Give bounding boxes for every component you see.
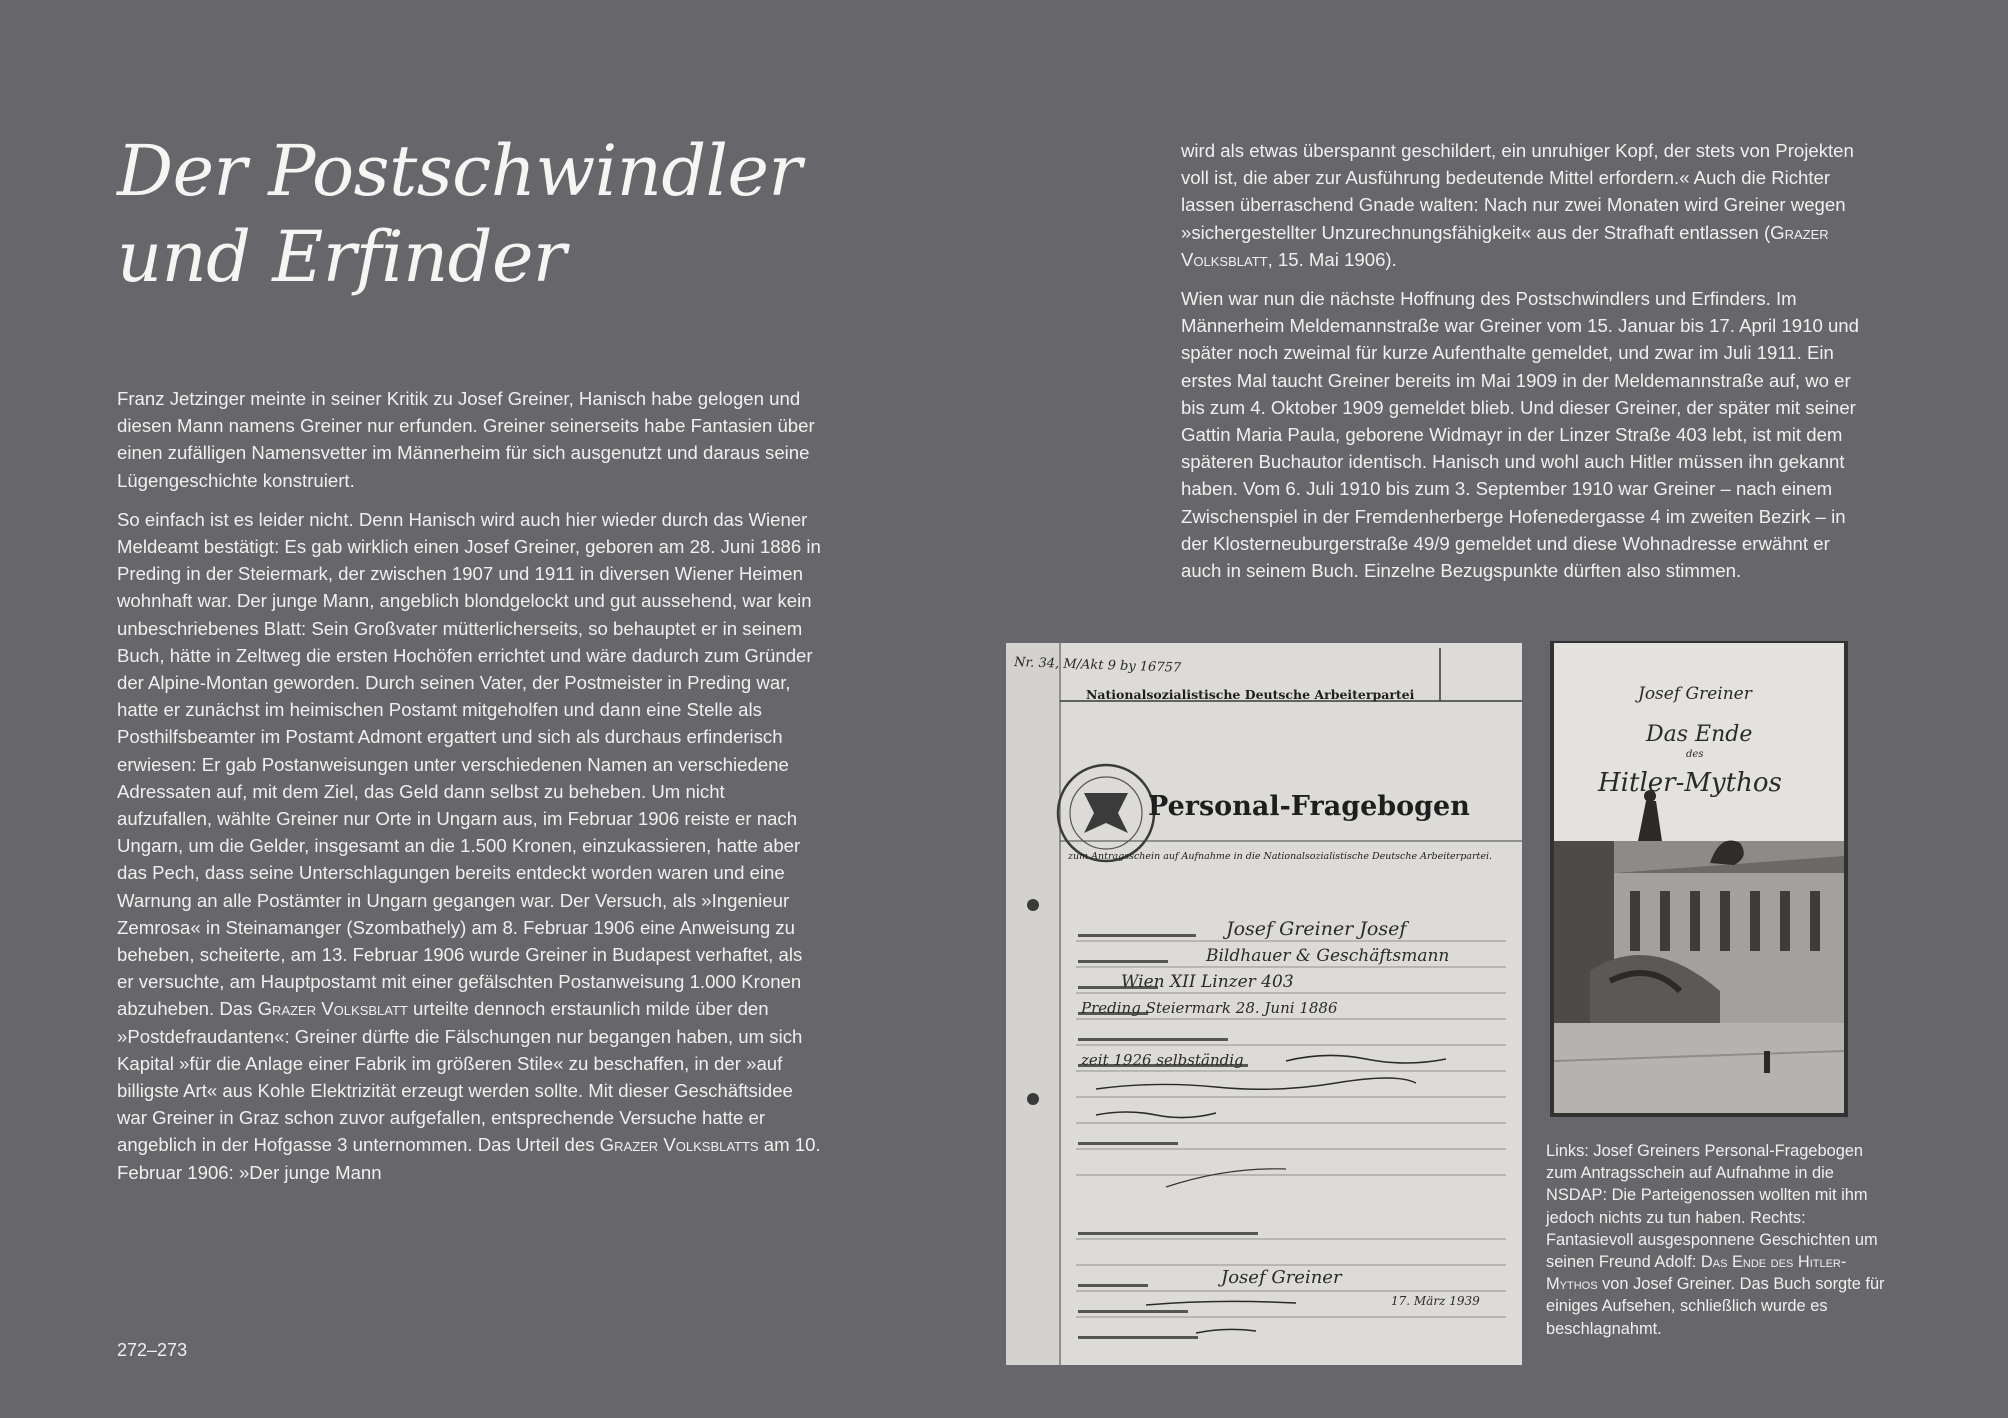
form-heading: Personal-Fragebogen bbox=[1148, 791, 1470, 822]
form-date-value: 17. März 1939 bbox=[1391, 1294, 1480, 1308]
book-title-line-2: des bbox=[1686, 749, 1704, 760]
text-run: urteilte dennoch erstaunlich milde über den »Postdefraudanten«: Greiner dürfte die Fälschungen nur begangen haben, um sich Kapital »für die Anlage einer Fabrik im größeren Stile« zu beschaffen, in der »auf billigste Art« aus Kohle Elektrizität erzeugt werden sollte. Mit dieser Geschäftsidee war Greiner in Graz schon zuvor aufgefallen, entsprechende Versuche hatte er angeblich in der Hofgasse 3 unternommen. Das Urteil des bbox=[117, 998, 803, 1156]
paragraph bbox=[1181, 137, 1871, 273]
text-run: So einfach ist es leider nicht. Denn Hanisch wird auch hier wieder durch das Wiener Meldeamt bestätigt: Es gab wirklich einen Josef Greiner, geboren am 28. Juni 1886 in Preding in der Steiermark, der zwischen 1907 und 1911 in diversen Wiener Heimen wohnhaft war. Der junge Mann, angeblich blondgelockt und gut aussehend, war kein unbeschriebenes Blatt: Sein Großvater mütterlicherseits, so behauptet er in seinem Buch, hätte in Zeltweg die ersten Hochöfen errichtet und wäre dadurch zum Gründer der Alpine-Montan geworden. Durch seinen Vater, der Postmeister in Preding war, hatte er zunächst im heimischen Postamt mitgeholfen und dann eine Stelle als Posthilfsbeamter im Postamt Admont ergattert und sich als durchaus erfinderisch erwiesen: Er gab Postanweisungen unter verschiedenen Namen an verschiedene Adressaten auf, mit dem Ziel, das Geld dann selbst zu beheben. Um nicht aufzufallen, wählte Greiner nur Orte in Ungarn aus, im Februar 1906 reiste er nach Ungarn, um die Gelder, insgesamt an die 1.500 Kronen, einzukassieren, hatte aber das Pech, dass seine Unterschlagungen bereits entdeckt worden waren und eine Warnung an alle Postämter in Ungarn gegangen war. Der Versuch, als »Ingenieur Zemrosa« in Steinamanger (Szombathely) am 8. Februar 1906 eine Anweisung zu beheben, scheiterte, am 13. Februar 1906 wurde Greiner in Budapest verhaftet, als er versuchte, am Hauptpostamt mit einer gefälschten Postanweisung 1.000 Kronen abzuheben. Das bbox=[117, 508, 821, 1020]
left-text-column bbox=[117, 385, 822, 1198]
book-title-line-3: Hitler-Mythos bbox=[1598, 768, 1782, 798]
form-signature: Josef Greiner bbox=[1221, 1267, 1342, 1288]
personal-questionnaire-image bbox=[1006, 643, 1522, 1365]
page-number: 272–273 bbox=[117, 1340, 188, 1360]
book-title-line-1: Das Ende bbox=[1646, 722, 1753, 747]
form-subheading: zum Antragsschein auf Aufnahme in die Nationalsozialistische Deutsche Arbeiterpartei. bbox=[1068, 851, 1493, 862]
newspaper-name: Grazer Volksblatt bbox=[1181, 221, 1829, 270]
right-text-column bbox=[1181, 137, 1871, 596]
book-cover-image bbox=[1550, 641, 1848, 1117]
form-remarks-value: zeit 1926 selbständig bbox=[1081, 1051, 1244, 1069]
paragraph: Wien war nun die nächste Hoffnung des Postschwindlers und Erfinders. Im Männerheim Meldemannstraße war Greiner vom 15. Januar bis 17. April 1910 und später noch zweimal für kurze Aufenthalte gemeldet, und zwar im Juli 1911. Ein erstes Mal taucht Greiner bereits im Mai 1909 in der Meldemannstraße auf, wo er bis zum 4. Oktober 1909 gemeldet blieb. Und dieser Greiner, der später mit seiner Gattin Maria Paula, geborene Widmayr in der Linzer Straße 403 lebt, ist mit dem späteren Buchautor identisch. Hanisch und wohl auch Hitler müssen ihn gekannt haben. Vom 6. Juli 1910 bis zum 3. September 1910 war Greiner – nach einem Zwischenspiel in der Fremdenherberge Hofenedergasse 4 im zweiten Bezirk – in der Klosterneuburgerstraße 49/9 gemeldet und diese Wohnadresse erwähnt er auch in seinem Buch. Einzelne Bezugspunkte dürften also stimmen. bbox=[1181, 288, 1859, 582]
text-run: Links: Josef Greiners Personal-Fragebogen zum Antragsschein auf Aufnahme in die NSDAP: Die Parteigenossen wollten mit ihm jedoch nichts zu tun haben. Rechts: Fantasievoll ausgesponnene Geschichten um seinen Freund Adolf: bbox=[1546, 1142, 1878, 1272]
book-title-reference: Das Ende des Hitler-Mythos bbox=[1546, 1253, 1847, 1294]
form-party-name: Nationalsozialistische Deutsche Arbeiterpartei bbox=[1086, 687, 1415, 702]
text-run: von Josef Greiner. Das Buch sorgte für einiges Aufsehen, schließlich wurde es beschlagnahmt. bbox=[1546, 1275, 1885, 1338]
newspaper-name: Grazer Volksblatt bbox=[257, 998, 408, 1020]
paragraph bbox=[117, 506, 822, 1186]
form-occupation-value: Bildhauer & Geschäftsmann bbox=[1206, 946, 1450, 966]
title-line-1: Der Postschwindler bbox=[117, 130, 802, 212]
form-name-value: Josef Greiner Josef bbox=[1226, 918, 1407, 940]
form-birth-value: Preding Steiermark 28. Juni 1886 bbox=[1081, 999, 1338, 1017]
title-line-2: und Erfinder bbox=[117, 216, 566, 298]
text-run: am 10. Februar 1906: »Der junge Mann bbox=[117, 1134, 821, 1183]
chapter-title bbox=[117, 128, 801, 300]
text-run: , 15. Mai 1906). bbox=[1267, 248, 1397, 270]
form-top-note: Nr. 34, M/Akt 9 by 16757 bbox=[1013, 655, 1182, 676]
image-caption bbox=[1546, 1140, 1896, 1340]
form-residence-value: Wien XII Linzer 403 bbox=[1121, 972, 1294, 992]
text-run: wird als etwas überspannt geschildert, ein unruhiger Kopf, der stets von Projekten voll ist, die aber zur Ausführung bedeutende Mittel erfordern.« Auch die Richter lassen überraschend Gnade walten: Nach nur zwei Monaten wird Greiner wegen »sichergestellter Unzurechnungsfähigkeit« aus der Strafhaft entlassen ( bbox=[1181, 140, 1854, 243]
paragraph: Franz Jetzinger meinte in seiner Kritik zu Josef Greiner, Hanisch habe gelogen und diesen Mann namens Greiner nur erfunden. Greiner seinerseits habe Fantasien über einen zufälligen Namensvetter im Männerheim für sich ausgenutzt und daraus seine Lügengeschichte konstruiert. bbox=[117, 388, 815, 491]
book-author: Josef Greiner bbox=[1638, 684, 1752, 704]
newspaper-name: Grazer Volksblatts bbox=[599, 1134, 759, 1156]
